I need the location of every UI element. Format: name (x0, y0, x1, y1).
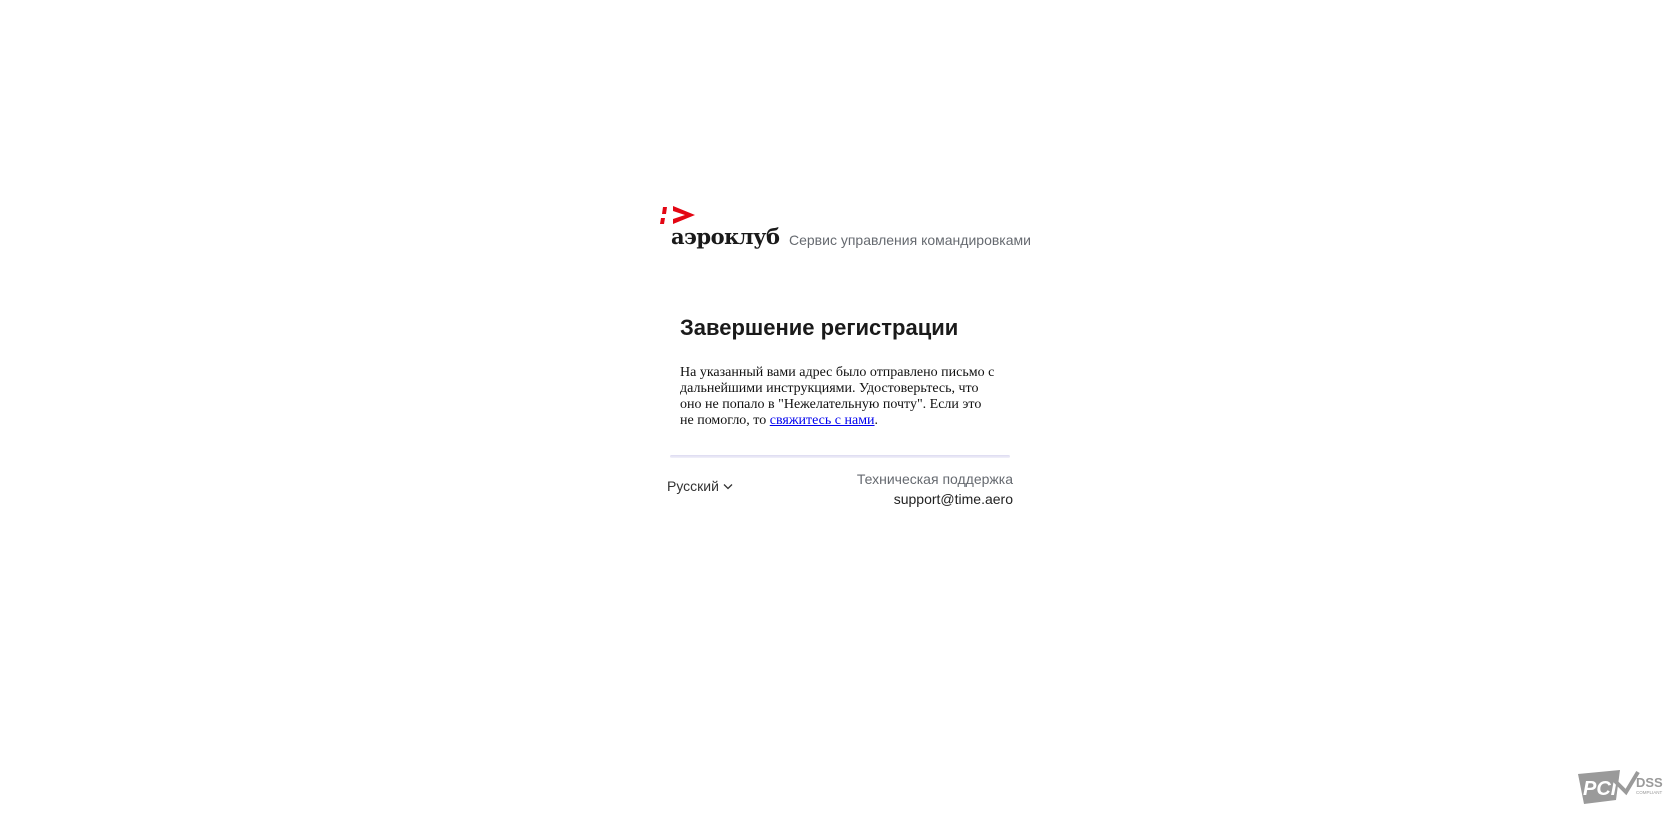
support-block (857, 469, 1013, 509)
aeroclub-logo[interactable] (660, 206, 780, 252)
language-label: Русский (667, 478, 719, 494)
pci-text: PCI (1583, 778, 1617, 800)
support-email[interactable]: support@time.aero (893, 491, 1013, 507)
page-title: Завершение регистрации (680, 315, 959, 340)
chevron-down-icon (723, 483, 733, 490)
dss-text: DSS (1636, 775, 1663, 790)
contact-us-link[interactable]: свяжитесь с нами (769, 413, 875, 428)
support-label: Техническая поддержка (856, 471, 1013, 487)
message-end: . (874, 413, 879, 428)
tagline: Сервис управления командировками (789, 232, 1031, 248)
compliant-text: COMPLIANT (1636, 790, 1663, 795)
pci-dss-badge (1576, 770, 1668, 806)
language-selector[interactable] (667, 478, 733, 494)
message-text: На указанный вами адрес было отправлено письмо с дальнейшими инструкциями. Удостоверьтесь, что оно не попало в "Нежелательную почту". Если это не помогло, то (680, 365, 995, 428)
registration-card (680, 313, 1000, 429)
logo-text: аэроклуб (671, 224, 780, 249)
header (660, 206, 1031, 252)
instructions-message (680, 365, 995, 429)
divider (670, 455, 1010, 458)
